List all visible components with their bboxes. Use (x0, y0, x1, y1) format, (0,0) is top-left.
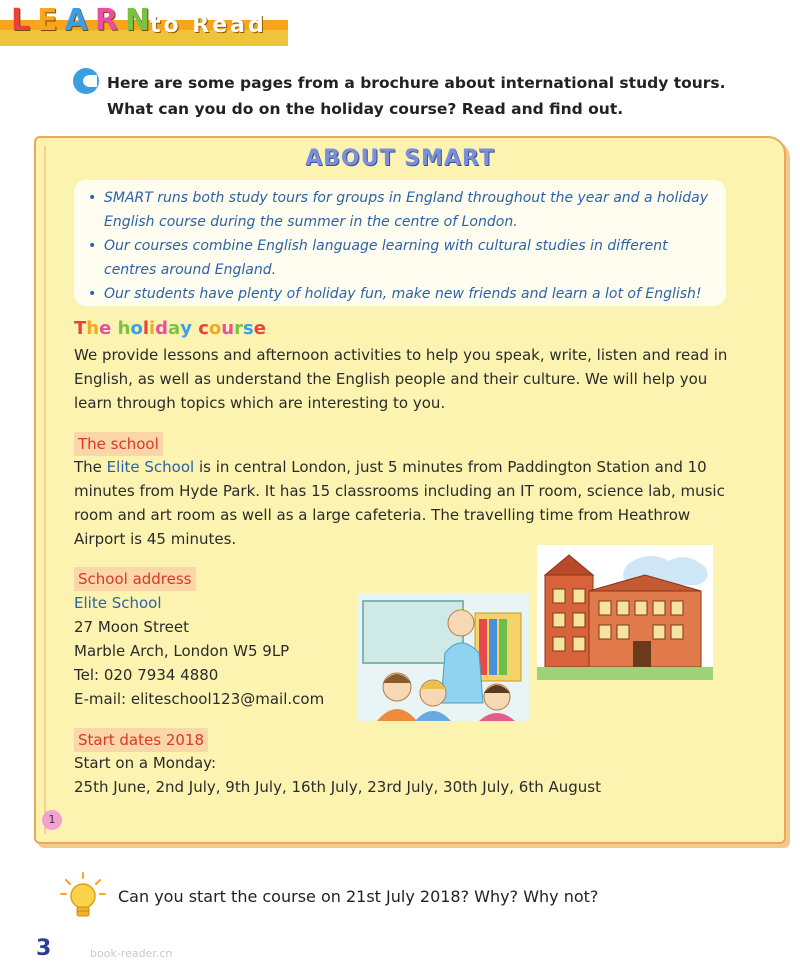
heading-char: h (117, 318, 131, 339)
classroom-illustration (357, 593, 529, 721)
banner-letter: R (94, 3, 118, 38)
banner-letters (8, 4, 153, 38)
address-line: E-mail: eliteschool123@mail.com (74, 690, 325, 708)
school-description (74, 455, 734, 551)
heading-char: h (86, 318, 100, 339)
intro-instructions: Here are some pages from a brochure about international study tours. What can you do on the holiday course? Read and find out. (107, 74, 726, 118)
school-building-illustration (537, 545, 713, 680)
watermark: book-reader.cn (90, 947, 173, 960)
heading-char: u (221, 318, 235, 339)
brochure-page-number: 1 (42, 810, 62, 830)
school-tag: The school (74, 432, 163, 456)
holiday-course-heading (74, 318, 266, 339)
banner-letter: L (11, 3, 31, 38)
heading-char: c (198, 318, 209, 339)
school-address (74, 591, 374, 711)
heading-char: r (234, 318, 243, 339)
heading-char: T (74, 318, 87, 339)
about-smart-list (74, 180, 726, 306)
about-smart-title: ABOUT SMART (305, 146, 495, 171)
heading-char: a (168, 318, 181, 339)
banner-letter: A (64, 3, 88, 38)
about-smart-item: • SMART runs both study tours for groups in England throughout the year and a holiday English course during the summer in the centre of London. (104, 186, 718, 234)
heading-char: s (242, 318, 254, 339)
comprehension-question: Can you start the course on 21st July 2018? Why? Why not? (118, 887, 599, 906)
heading-char: o (130, 318, 143, 339)
start-dates-list: 25th June, 2nd July, 9th July, 16th July, 23rd July, 30th July, 6th August (74, 778, 601, 796)
about-smart-box (74, 180, 726, 306)
about-smart-item: • Our students have plenty of holiday fun, make new friends and learn a lot of English! (104, 282, 718, 306)
address-school-name: Elite School (74, 594, 162, 612)
school-name: Elite School (106, 458, 195, 476)
address-line: Tel: 020 7934 4880 (74, 666, 219, 684)
heading-char: y (180, 318, 192, 339)
start-dates (74, 751, 734, 799)
heading-char: e (253, 318, 266, 339)
heading-char: o (208, 318, 222, 339)
start-dates-intro: Start on a Monday: (74, 754, 217, 772)
school-text-rest: is in central London, just 5 minutes from Paddington Station and 10 minutes from Hyde Park. It has 15 classrooms including an IT room, science lab, music room and art room as well as a large cafeteria. The travelling time from Heathrow Airport is 45 minutes. (74, 458, 725, 548)
book-page-number: 3 (36, 936, 52, 961)
heading-char: e (99, 318, 112, 339)
heading-char: l (142, 318, 149, 339)
banner-subtitle: to Read (150, 13, 267, 38)
heading-char: i (148, 318, 156, 339)
school-text-prefix: The (74, 458, 107, 476)
about-smart-item: • Our courses combine English language learning with cultural studies in different centres around England. (104, 234, 718, 282)
start-dates-tag: Start dates 2018 (74, 728, 208, 752)
address-line: Marble Arch, London W5 9LP (74, 642, 290, 660)
holiday-course-text: We provide lessons and afternoon activities to help you speak, write, listen and read in English, as well as understand the English people and their culture. We will help you learn through topics which are interesting to you. (74, 346, 728, 412)
address-line: 27 Moon Street (74, 618, 190, 636)
learn-to-read-banner (0, 0, 288, 46)
banner-letter: E (37, 3, 58, 38)
banner-letter: N (124, 3, 151, 38)
letter-c-icon (73, 68, 99, 94)
heading-char: d (155, 318, 169, 339)
lightbulb-icon (60, 872, 106, 922)
school-address-tag: School address (74, 567, 196, 591)
